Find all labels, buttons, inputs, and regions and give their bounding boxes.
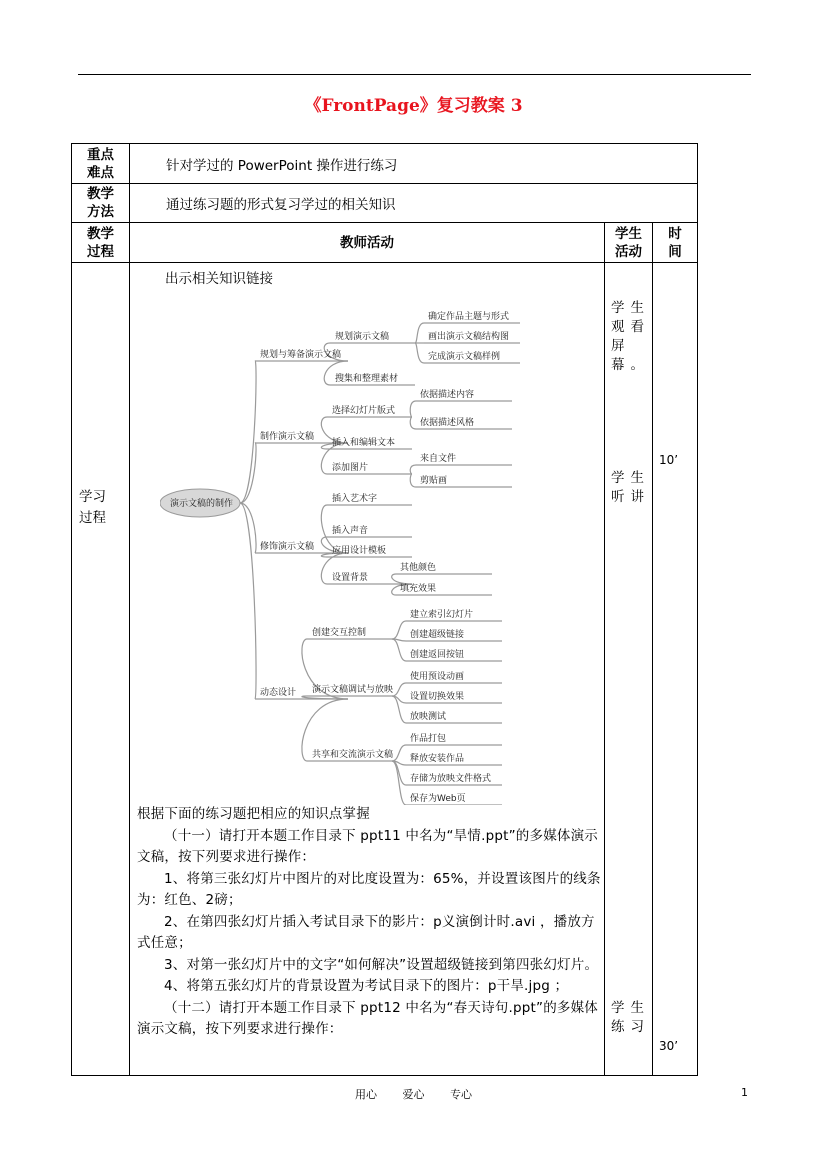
- mindmap-leaf: 保存为Web页: [410, 794, 466, 804]
- mindmap-topic: 添加图片: [332, 463, 369, 473]
- mindmap-root: 演示文稿的制作: [170, 499, 234, 509]
- teacher-activity-header: 教师活动: [130, 223, 605, 263]
- exercise-12: （十二）请打开本题工作目录下 ppt12 中名为“春天诗句.ppt”的多媒体演示文稿，按下列要求进行操作：: [137, 999, 599, 1037]
- mindmap-topic: 插入艺术字: [332, 494, 378, 504]
- mindmap-leaf: 其他颜色: [400, 563, 437, 573]
- student-activity-1: 学生观看屏幕。: [611, 300, 650, 373]
- exercise-intro: 根据下面的练习题把相应的知识点掌握: [137, 806, 370, 822]
- mindmap-leaf: 释放安装作品: [410, 754, 465, 764]
- mindmap-topic: 选择幻灯片版式: [332, 406, 396, 416]
- page-number: 1: [741, 1086, 748, 1099]
- mindmap-leaf: 填充效果: [400, 584, 437, 594]
- mindmap-topic: 搜集和整理素材: [335, 374, 399, 384]
- exercise-11-step3: 3、对第一张幻灯片中的文字“如何解决”设置超级链接到第四张幻灯片。: [164, 956, 599, 973]
- teacher-activity-cell: [130, 263, 605, 1076]
- student-activity-cell: [605, 263, 653, 1076]
- header-rule: [78, 74, 751, 75]
- section-label: 学习 过程: [79, 489, 106, 526]
- mindmap-leaf: 确定作品主题与形式: [428, 312, 510, 322]
- mindmap-topic: 演示文稿调试与放映: [312, 685, 394, 695]
- mindmap-branch: 动态设计: [260, 688, 297, 698]
- mindmap-topic: 插入和编辑文本: [332, 438, 396, 448]
- time-cell: [653, 263, 698, 1076]
- student-activity-header: 学生 活动: [605, 223, 653, 263]
- mindmap-leaf: 画出演示文稿结构图: [428, 332, 510, 342]
- student-activity-3: 学生练习: [611, 1000, 650, 1035]
- student-activity-2: 学生听讲: [611, 470, 650, 505]
- mindmap-topic: 插入声音: [332, 526, 369, 536]
- mindmap-topic: 创建交互控制: [312, 628, 367, 638]
- mindmap-leaf: 剪贴画: [420, 476, 448, 486]
- mindmap-leaf: 来自文件: [420, 454, 457, 464]
- mindmap-leaf: 依据描述内容: [420, 390, 475, 400]
- time-1: 10’: [659, 453, 679, 467]
- mindmap-leaf: 放映测试: [410, 712, 447, 722]
- mindmap-topic: 应用设计模板: [332, 546, 387, 556]
- exercise-11-step1: 1、将第三张幻灯片中图片的对比度设置为：65%，并设置该图片的线条为：红色、2磅；: [137, 870, 601, 908]
- mindmap-branch: 修饰演示文稿: [260, 542, 315, 552]
- mindmap-branch: 制作演示文稿: [260, 432, 315, 442]
- mindmap-leaf: 作品打包: [410, 734, 447, 744]
- mindmap-leaf: 创建返回按钮: [410, 650, 465, 660]
- mindmap-branch: 规划与筹备演示文稿: [260, 350, 342, 360]
- mindmap-leaf: 设置切换效果: [410, 692, 465, 702]
- mindmap-topic: 共享和交流演示文稿: [312, 750, 394, 760]
- method-label: 教学 方法: [72, 184, 130, 223]
- intro-text: 出示相关知识链接: [165, 271, 273, 287]
- exercise-11-step2: 2、在第四张幻灯片插入考试目录下的影片：p义演倒计时.avi ，播放方式任意；: [137, 913, 595, 951]
- mindmap-topic: 设置背景: [332, 573, 369, 583]
- section-label-cell: [72, 263, 130, 1076]
- key-points-label: 重点 难点: [72, 144, 130, 184]
- mindmap-leaf: 依据描述风格: [420, 418, 475, 428]
- mindmap-leaf: 存储为放映文件格式: [410, 774, 492, 784]
- key-points-text: 针对学过的 PowerPoint 操作进行练习: [130, 144, 698, 184]
- process-label: 教学 过程: [72, 223, 130, 263]
- lesson-plan-table: [71, 143, 698, 1076]
- exercise-11-step4: 4、将第五张幻灯片的背景设置为考试目录下的图片：p干旱.jpg ；: [164, 978, 569, 994]
- exercise-text: [137, 804, 602, 1041]
- mindmap-leaf: 完成演示文稿样例: [428, 352, 501, 362]
- mindmap-leaf: 使用预设动画: [410, 672, 465, 682]
- mindmap-topic: 规划演示文稿: [335, 332, 390, 342]
- document-title: 《FrontPage》复习教案 3: [304, 96, 523, 116]
- method-text: 通过练习题的形式复习学过的相关知识: [130, 184, 698, 223]
- time-header: 时 间: [653, 223, 698, 263]
- mindmap-leaf: 建立索引幻灯片: [410, 610, 474, 620]
- knowledge-mindmap: [160, 295, 580, 805]
- exercise-11: （十一）请打开本题工作目录下 ppt11 中名为“旱情.ppt”的多媒体演示文稿，按下列要求进行操作：: [137, 827, 599, 865]
- time-2: 30’: [659, 1039, 679, 1053]
- page-footer: 用心 爱心 专心: [355, 1088, 472, 1101]
- mindmap-leaf: 创建超级链接: [410, 630, 465, 640]
